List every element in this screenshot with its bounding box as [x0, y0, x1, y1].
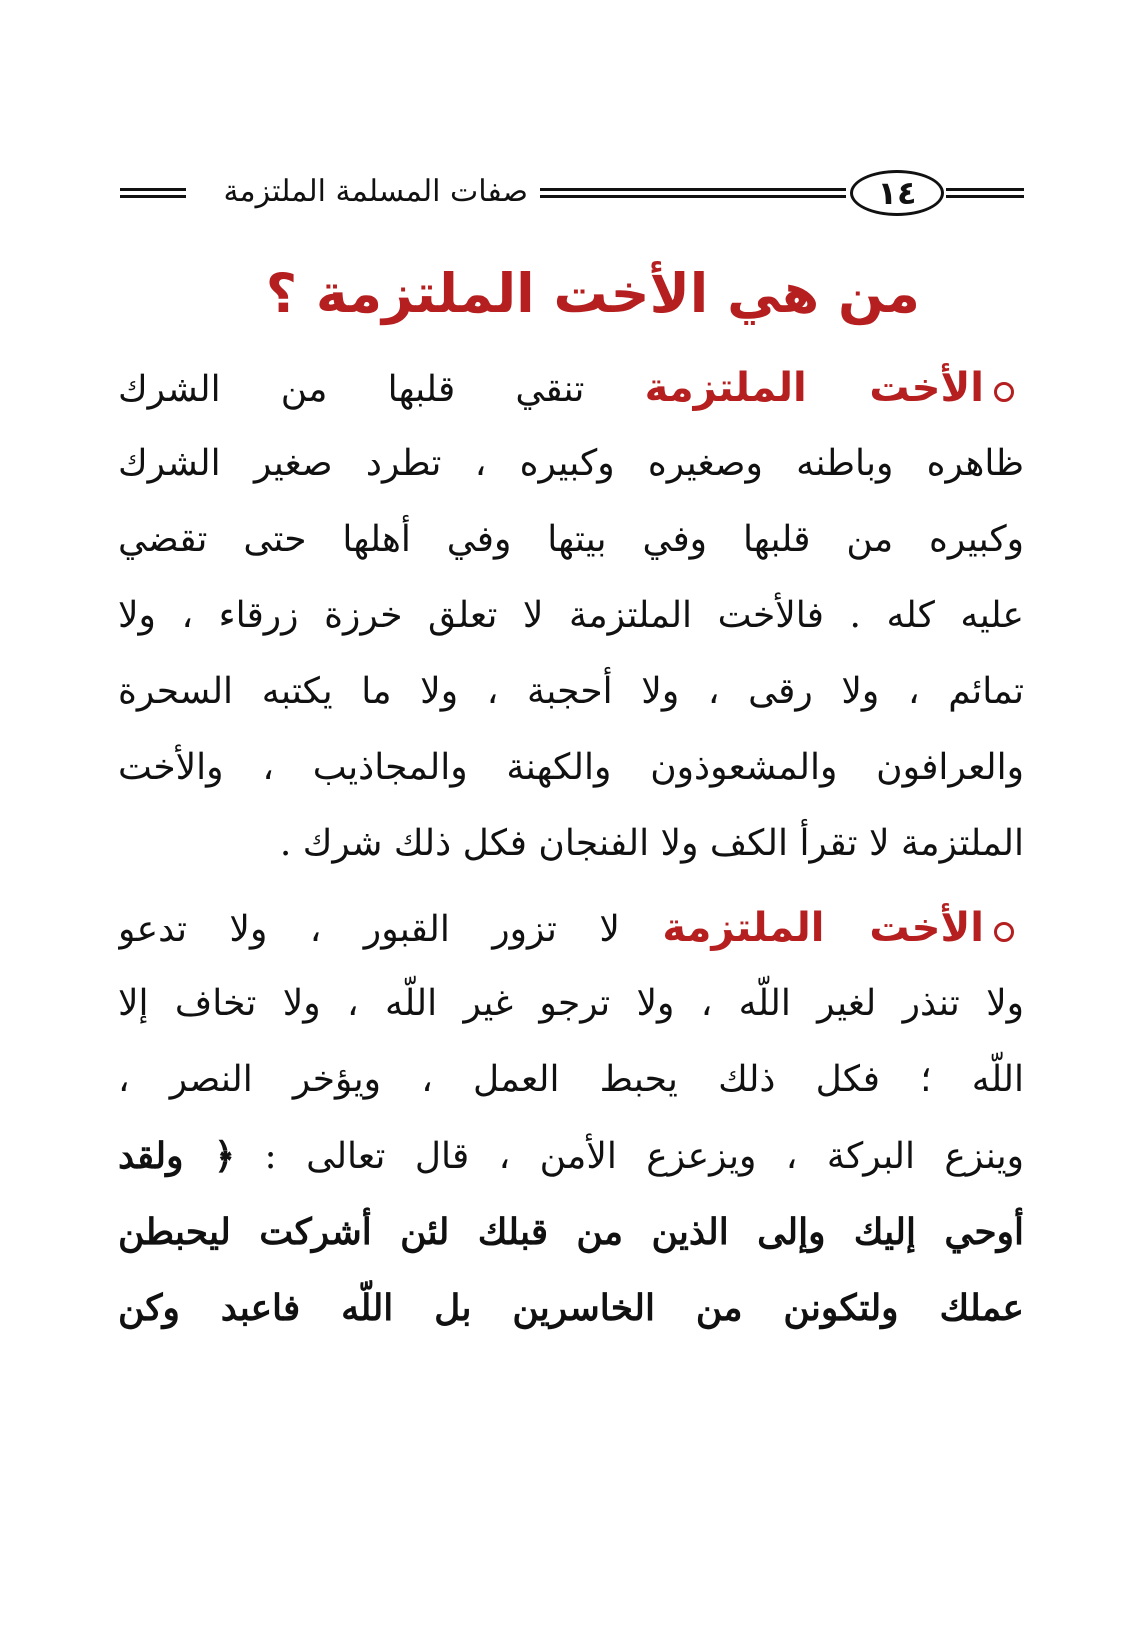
text-line: تمائم ، ولا رقى ، ولا أحجبة ، ولا ما يكتبه السحرة	[118, 671, 1024, 712]
book-title: صفات المسلمة الملتزمة	[223, 174, 528, 209]
body-text	[118, 350, 1024, 1346]
lead-phrase: الأخت الملتزمة	[662, 905, 984, 951]
quran-quote-line: أوحي إليك وإلى الذين من قبلك لئن أشركت ليحبطن	[118, 1211, 1024, 1253]
page-number: ١٤	[850, 170, 944, 216]
quran-quote-start: ﴿ ولقد	[118, 1135, 236, 1177]
text-line: الملتزمة لا تقرأ الكف ولا الفنجان فكل ذلك شرك .	[279, 823, 1024, 864]
line-text: وينزع البركة ، ويزعزع الأمن ، قال تعالى :	[264, 1136, 1024, 1177]
bullet-circle-icon	[994, 922, 1014, 942]
header-rule	[946, 188, 1024, 198]
text-line: عليه كله . فالأخت الملتزمة لا تعلق خرزة زرقاء ، ولا	[118, 595, 1024, 636]
line-text: تنقي قلبها من الشرك	[118, 369, 585, 410]
text-line	[118, 1118, 1024, 1194]
quran-quote-line: عملك ولتكونن من الخاسرين بل اللّه فاعبد وكن	[118, 1287, 1024, 1329]
text-line: ولا تنذر لغير اللّه ، ولا ترجو غير اللّه ، ولا تخاف إلا	[118, 983, 1024, 1024]
text-line: والعرافون والمشعوذون والكهنة والمجاذيب ، والأخت	[118, 747, 1024, 788]
bullet-circle-icon	[994, 382, 1014, 402]
text-line: اللّه ؛ فكل ذلك يحبط العمل ، ويؤخر النصر ،	[118, 1059, 1024, 1100]
text-line: ظاهره وباطنه وصغيره وكبيره ، تطرد صغير الشرك	[118, 443, 1024, 484]
section-title: من هي الأخت الملتزمة ؟	[265, 262, 920, 325]
header-rule	[120, 188, 186, 198]
line-text: لا تزور القبور ، ولا تدعو	[118, 909, 620, 950]
running-header	[120, 168, 1024, 224]
lead-phrase: الأخت الملتزمة	[644, 365, 984, 411]
header-rule	[540, 188, 846, 198]
text-line: وكبيره من قلبها وفي بيتها وفي أهلها حتى تقضي	[118, 519, 1024, 560]
text-line	[118, 350, 1024, 426]
text-line	[118, 890, 1024, 966]
